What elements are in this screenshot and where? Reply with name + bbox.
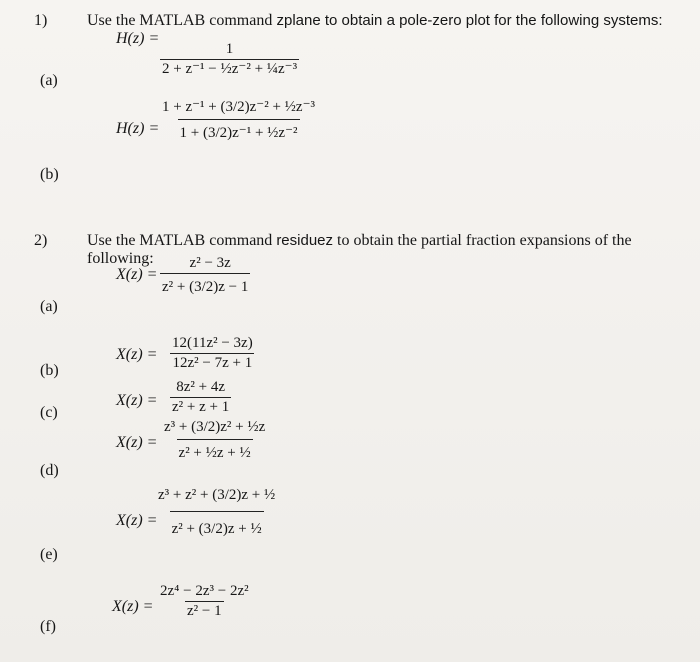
eq-2f-fraction (158, 584, 251, 619)
eq-2c-fraction (170, 380, 231, 415)
label-2d: (d) (40, 462, 59, 479)
label-2c: (c) (40, 404, 58, 421)
problem-2-text-before: Use the MATLAB command (87, 232, 277, 249)
eq-1a-lhs: H(z) = (116, 30, 160, 47)
label-2e: (e) (40, 546, 58, 563)
eq-1b-denominator: 1 + (3/2)z⁻¹ + ½z⁻² (178, 119, 300, 141)
eq-2a-fraction (160, 256, 250, 295)
problem-1-number: 1) (34, 12, 48, 29)
eq-2e-fraction (156, 488, 277, 537)
eq-2a-denominator: z² + (3/2)z − 1 (160, 273, 250, 295)
problem-1-statement (87, 12, 663, 30)
eq-1a-numerator: 1 (225, 41, 234, 57)
eq-1a-fraction (160, 42, 299, 77)
eq-2b-lhs: X(z) = (116, 346, 158, 363)
problem-2-statement-line2: following: (87, 250, 154, 267)
problem-1-text-before: Use the MATLAB (87, 12, 210, 29)
eq-2d-lhs: X(z) = (116, 434, 158, 451)
eq-2b-fraction (170, 336, 255, 371)
label-1a: (a) (40, 72, 58, 89)
eq-2e-lhs: X(z) = (116, 512, 158, 529)
eq-1b-fraction (160, 100, 317, 141)
problem-2-statement (87, 232, 632, 250)
eq-2d-numerator: z³ + (3/2)z² + ½z (164, 419, 266, 435)
eq-2c-lhs: X(z) = (116, 392, 158, 409)
label-1b: (b) (40, 166, 59, 183)
problem-2-number: 2) (34, 232, 48, 249)
eq-2e-denominator: z² + (3/2)z + ½ (170, 511, 264, 537)
eq-2e-numerator: z³ + z² + (3/2)z + ½ (158, 487, 276, 503)
eq-1b-lhs: H(z) = (116, 120, 160, 137)
eq-2c-numerator: 8z² + 4z (176, 379, 225, 395)
eq-1b-numerator: 1 + z⁻¹ + (3/2)z⁻² + ½z⁻³ (162, 99, 316, 115)
problem-2-text-after: to obtain the partial fraction expansions of the (333, 232, 632, 249)
label-2b: (b) (40, 362, 59, 379)
eq-2d-denominator: z² + ½z + ½ (177, 439, 253, 461)
problem-2-command: residuez (276, 232, 334, 249)
eq-2f-lhs: X(z) = (112, 598, 154, 615)
label-2f: (f) (40, 618, 56, 635)
problem-1-text-after: zplane to obtain a pole-zero plot for the following systems: (272, 12, 663, 29)
eq-2a-lhs: X(z) = (116, 266, 158, 283)
eq-2f-denominator: z² − 1 (187, 603, 222, 619)
eq-2c-denominator: z² + z + 1 (172, 399, 230, 415)
eq-2f-numerator: 2z⁴ − 2z³ − 2z² (160, 583, 249, 599)
label-2a: (a) (40, 298, 58, 315)
eq-1a-denominator: 2 + z⁻¹ − ½z⁻² + ¼z⁻³ (162, 61, 298, 77)
eq-2d-fraction (162, 420, 267, 461)
eq-2a-numerator: z² − 3z (189, 255, 231, 271)
problem-1-command: command (209, 12, 273, 29)
eq-2b-denominator: 12z² − 7z + 1 (172, 355, 253, 371)
eq-2b-numerator: 12(11z² − 3z) (172, 335, 253, 351)
